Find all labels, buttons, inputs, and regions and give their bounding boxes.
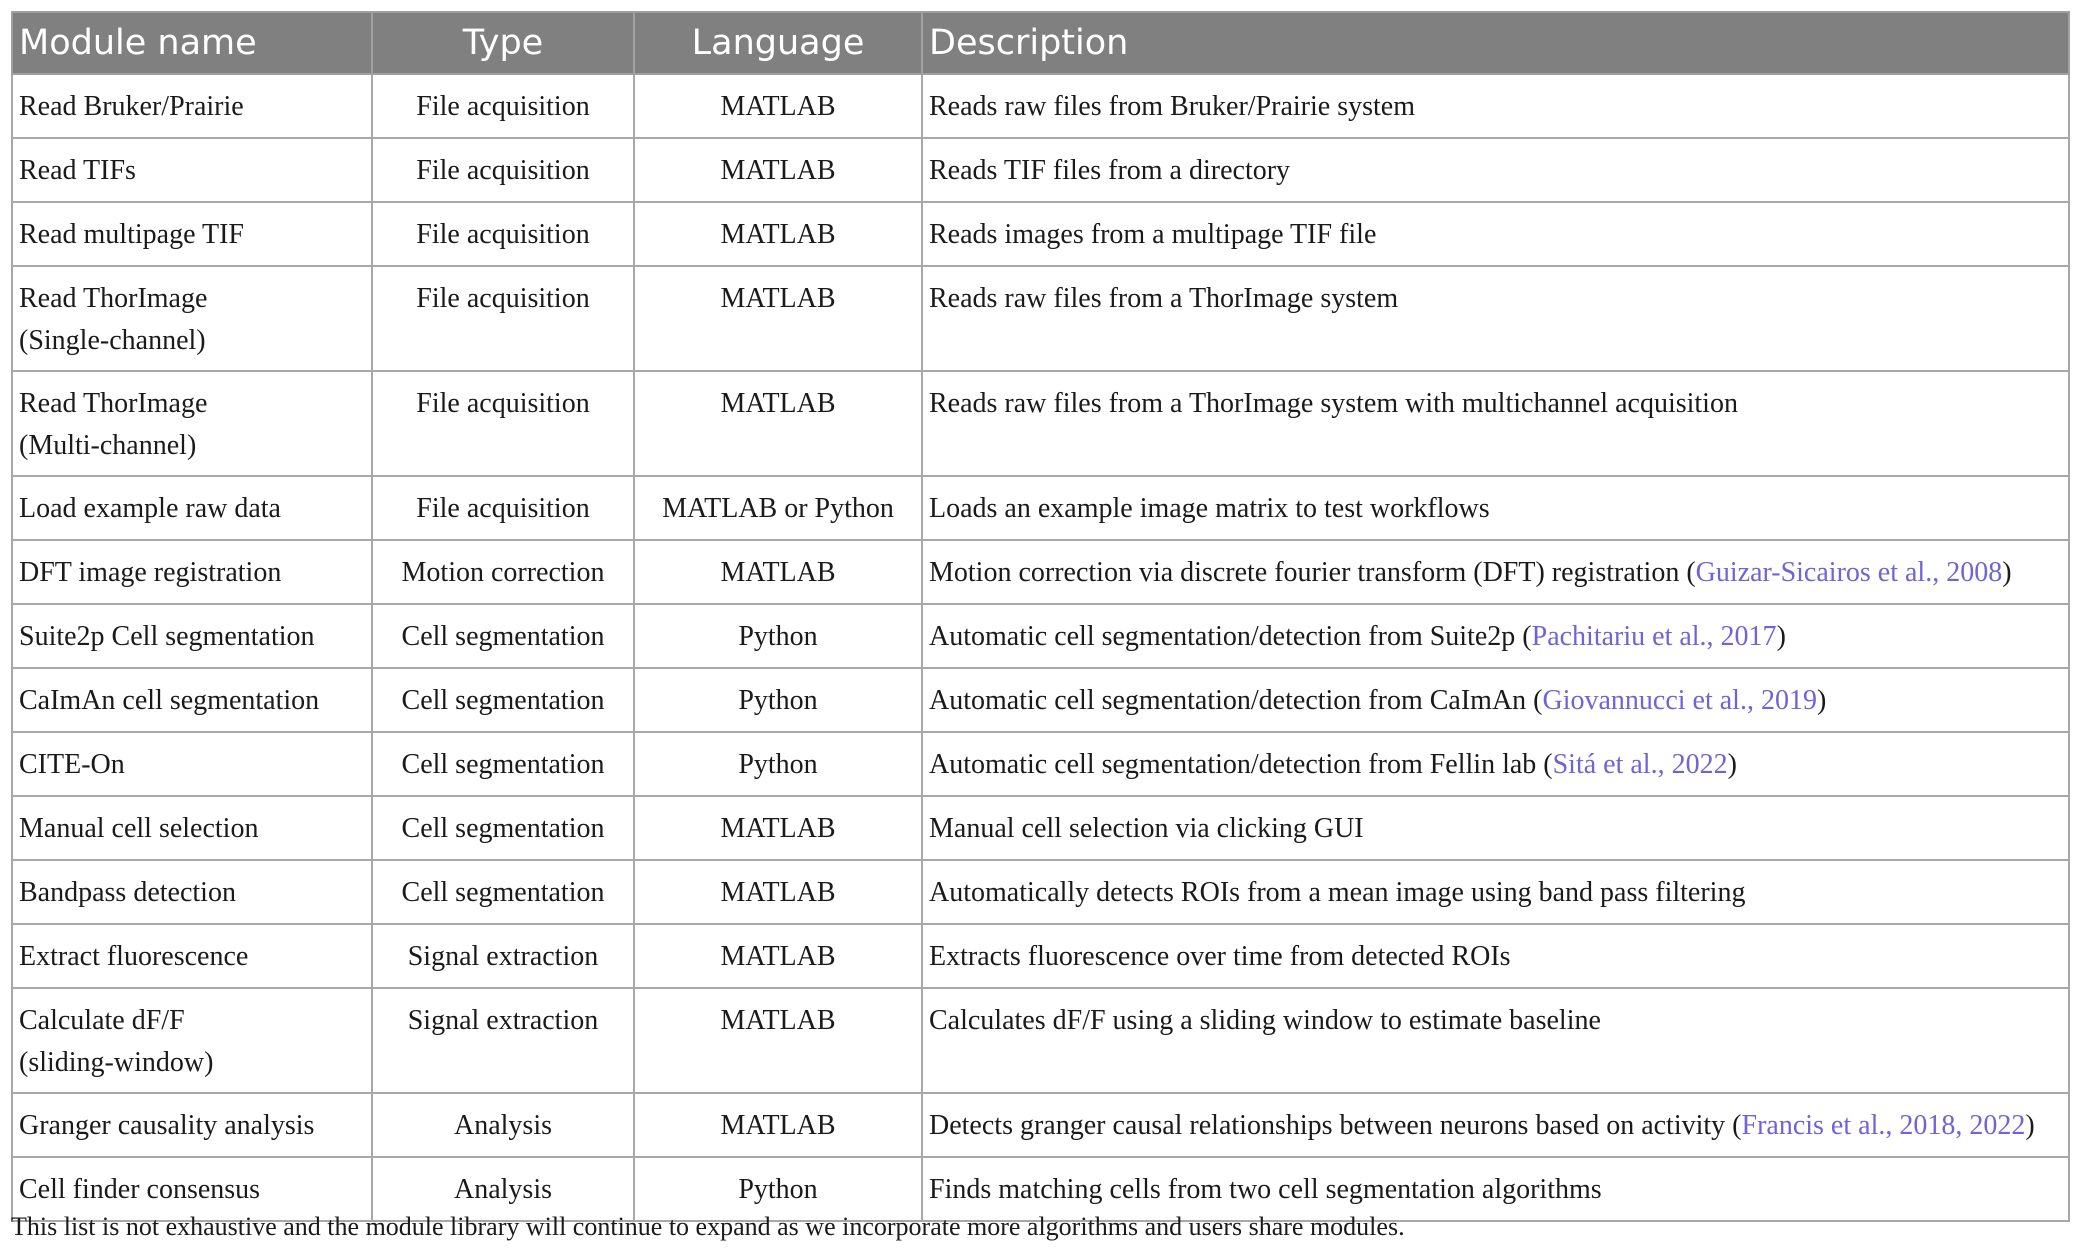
module-name-cell bbox=[12, 266, 372, 371]
module-description: Automatic cell segmentation/detection from Fellin lab ( bbox=[929, 749, 1553, 780]
module-type: File acquisition bbox=[372, 138, 634, 202]
module-language: MATLAB or Python bbox=[634, 476, 922, 540]
module-description: Motion correction via discrete fourier transform (DFT) registration ( bbox=[929, 557, 1696, 588]
closing-paren: ) bbox=[2002, 557, 2012, 588]
module-name: Manual cell selection bbox=[19, 813, 259, 844]
module-description: Extracts fluorescence over time from detected ROIs bbox=[929, 941, 1511, 972]
table-row bbox=[12, 371, 2069, 476]
module-description: Detects granger causal relationships between neurons based on activity ( bbox=[929, 1110, 1742, 1141]
module-type: Cell segmentation bbox=[372, 732, 634, 796]
module-description-cell bbox=[922, 732, 2069, 796]
module-description-cell bbox=[922, 202, 2069, 266]
table-row bbox=[12, 540, 2069, 604]
module-type: Signal extraction bbox=[372, 988, 634, 1093]
module-name-cell bbox=[12, 1093, 372, 1157]
module-description-cell bbox=[922, 860, 2069, 924]
module-type: File acquisition bbox=[372, 202, 634, 266]
module-name-cell bbox=[12, 138, 372, 202]
table-row bbox=[12, 732, 2069, 796]
table-row bbox=[12, 1093, 2069, 1157]
table-row bbox=[12, 988, 2069, 1093]
module-description: Calculates dF/F using a sliding window to estimate baseline bbox=[929, 1005, 1601, 1036]
module-name-cell bbox=[12, 371, 372, 476]
module-language: MATLAB bbox=[634, 371, 922, 476]
module-name-cell bbox=[12, 476, 372, 540]
table-row bbox=[12, 796, 2069, 860]
module-name-cell bbox=[12, 668, 372, 732]
module-description-cell bbox=[922, 266, 2069, 371]
module-description-cell bbox=[922, 988, 2069, 1093]
module-language: Python bbox=[634, 1157, 922, 1221]
citation-link[interactable]: Pachitariu et al., 2017 bbox=[1531, 621, 1777, 652]
module-name: Read Bruker/Prairie bbox=[19, 91, 244, 122]
module-description: Reads images from a multipage TIF file bbox=[929, 219, 1377, 250]
table-row bbox=[12, 202, 2069, 266]
module-name: CITE-On bbox=[19, 749, 125, 780]
citation-link[interactable]: Guizar-Sicairos et al., 2008 bbox=[1695, 557, 2003, 588]
closing-paren: ) bbox=[2025, 1110, 2035, 1141]
module-name: Cell finder consensus bbox=[19, 1174, 261, 1205]
module-table bbox=[11, 11, 2070, 1222]
module-description-cell bbox=[922, 540, 2069, 604]
module-name-cell bbox=[12, 202, 372, 266]
module-name: DFT image registration bbox=[19, 557, 282, 588]
module-name-qualifier: (sliding-window) bbox=[19, 1047, 214, 1078]
table-row bbox=[12, 860, 2069, 924]
module-description-cell bbox=[922, 604, 2069, 668]
module-language: MATLAB bbox=[634, 202, 922, 266]
module-description: Reads TIF files from a directory bbox=[929, 155, 1291, 186]
module-description: Automatically detects ROIs from a mean image using band pass filtering bbox=[929, 877, 1746, 908]
module-name: Read TIFs bbox=[19, 155, 136, 186]
module-name-cell bbox=[12, 74, 372, 138]
module-type: File acquisition bbox=[372, 371, 634, 476]
module-type: File acquisition bbox=[372, 476, 634, 540]
closing-paren: ) bbox=[1776, 621, 1786, 652]
module-name: CaImAn cell segmentation bbox=[19, 685, 320, 716]
module-language: MATLAB bbox=[634, 988, 922, 1093]
module-description: Manual cell selection via clicking GUI bbox=[929, 813, 1364, 844]
module-language: MATLAB bbox=[634, 860, 922, 924]
module-description: Finds matching cells from two cell segmentation algorithms bbox=[929, 1174, 1602, 1205]
citation-link[interactable]: Sitá et al., 2022 bbox=[1552, 749, 1728, 780]
module-name: Calculate dF/F bbox=[19, 1005, 185, 1036]
module-type: Analysis bbox=[372, 1157, 634, 1221]
header-module-name: Module name bbox=[12, 12, 372, 74]
header-language: Language bbox=[634, 12, 922, 74]
module-type: File acquisition bbox=[372, 74, 634, 138]
module-name-cell bbox=[12, 732, 372, 796]
module-language: MATLAB bbox=[634, 540, 922, 604]
module-type: File acquisition bbox=[372, 266, 634, 371]
module-table-container bbox=[11, 11, 2068, 1222]
table-row bbox=[12, 266, 2069, 371]
table-row bbox=[12, 668, 2069, 732]
module-description: Reads raw files from Bruker/Prairie system bbox=[929, 91, 1415, 122]
table-row bbox=[12, 138, 2069, 202]
module-type: Signal extraction bbox=[372, 924, 634, 988]
module-description-cell bbox=[922, 476, 2069, 540]
module-name-cell bbox=[12, 796, 372, 860]
module-name: Extract fluorescence bbox=[19, 941, 249, 972]
module-description: Automatic cell segmentation/detection from Suite2p ( bbox=[929, 621, 1532, 652]
table-header-row bbox=[12, 12, 2069, 74]
module-name: Granger causality analysis bbox=[19, 1110, 315, 1141]
module-name: Suite2p Cell segmentation bbox=[19, 621, 315, 652]
module-type: Cell segmentation bbox=[372, 604, 634, 668]
table-row bbox=[12, 604, 2069, 668]
module-name-cell bbox=[12, 860, 372, 924]
module-name: Bandpass detection bbox=[19, 877, 236, 908]
module-language: MATLAB bbox=[634, 266, 922, 371]
module-description: Loads an example image matrix to test workflows bbox=[929, 493, 1490, 524]
module-name: Read multipage TIF bbox=[19, 219, 244, 250]
module-description-cell bbox=[922, 371, 2069, 476]
closing-paren: ) bbox=[1816, 685, 1827, 716]
table-row bbox=[12, 74, 2069, 138]
citation-link[interactable]: Giovannucci et al., 2019 bbox=[1542, 685, 1817, 716]
module-type: Motion correction bbox=[372, 540, 634, 604]
header-description: Description bbox=[922, 12, 2069, 74]
module-description: Reads raw files from a ThorImage system with multichannel acquisition bbox=[929, 388, 1738, 419]
table-row bbox=[12, 924, 2069, 988]
module-description: Automatic cell segmentation/detection from CaImAn ( bbox=[929, 685, 1543, 716]
module-type: Cell segmentation bbox=[372, 860, 634, 924]
module-name-qualifier: (Single-channel) bbox=[19, 325, 206, 356]
module-description-cell bbox=[922, 138, 2069, 202]
module-description-cell bbox=[922, 796, 2069, 860]
module-name-cell bbox=[12, 924, 372, 988]
module-type: Analysis bbox=[372, 1093, 634, 1157]
module-language: Python bbox=[634, 732, 922, 796]
closing-paren: ) bbox=[1727, 749, 1737, 780]
module-description-cell bbox=[922, 74, 2069, 138]
module-language: Python bbox=[634, 668, 922, 732]
table-row bbox=[12, 476, 2069, 540]
module-description-cell bbox=[922, 668, 2069, 732]
module-name: Read ThorImage bbox=[19, 283, 208, 314]
module-language: MATLAB bbox=[634, 74, 922, 138]
citation-link[interactable]: Francis et al., 2018, 2022 bbox=[1741, 1110, 2026, 1141]
header-type: Type bbox=[372, 12, 634, 74]
module-name-cell bbox=[12, 988, 372, 1093]
module-language: MATLAB bbox=[634, 138, 922, 202]
module-name-cell bbox=[12, 604, 372, 668]
module-description-cell bbox=[922, 924, 2069, 988]
module-type: Cell segmentation bbox=[372, 668, 634, 732]
module-name-qualifier: (Multi-channel) bbox=[19, 430, 197, 461]
module-description: Reads raw files from a ThorImage system bbox=[929, 283, 1399, 314]
module-name: Load example raw data bbox=[19, 493, 281, 524]
module-type: Cell segmentation bbox=[372, 796, 634, 860]
module-name: Read ThorImage bbox=[19, 388, 208, 419]
module-name-cell bbox=[12, 540, 372, 604]
module-language: MATLAB bbox=[634, 1093, 922, 1157]
table-footnote: This list is not exhaustive and the module library will continue to expand as we incorporate more algorithms and users share modules. bbox=[11, 1212, 1405, 1241]
module-language: MATLAB bbox=[634, 924, 922, 988]
module-description-cell bbox=[922, 1093, 2069, 1157]
module-language: Python bbox=[634, 604, 922, 668]
module-language: MATLAB bbox=[634, 796, 922, 860]
